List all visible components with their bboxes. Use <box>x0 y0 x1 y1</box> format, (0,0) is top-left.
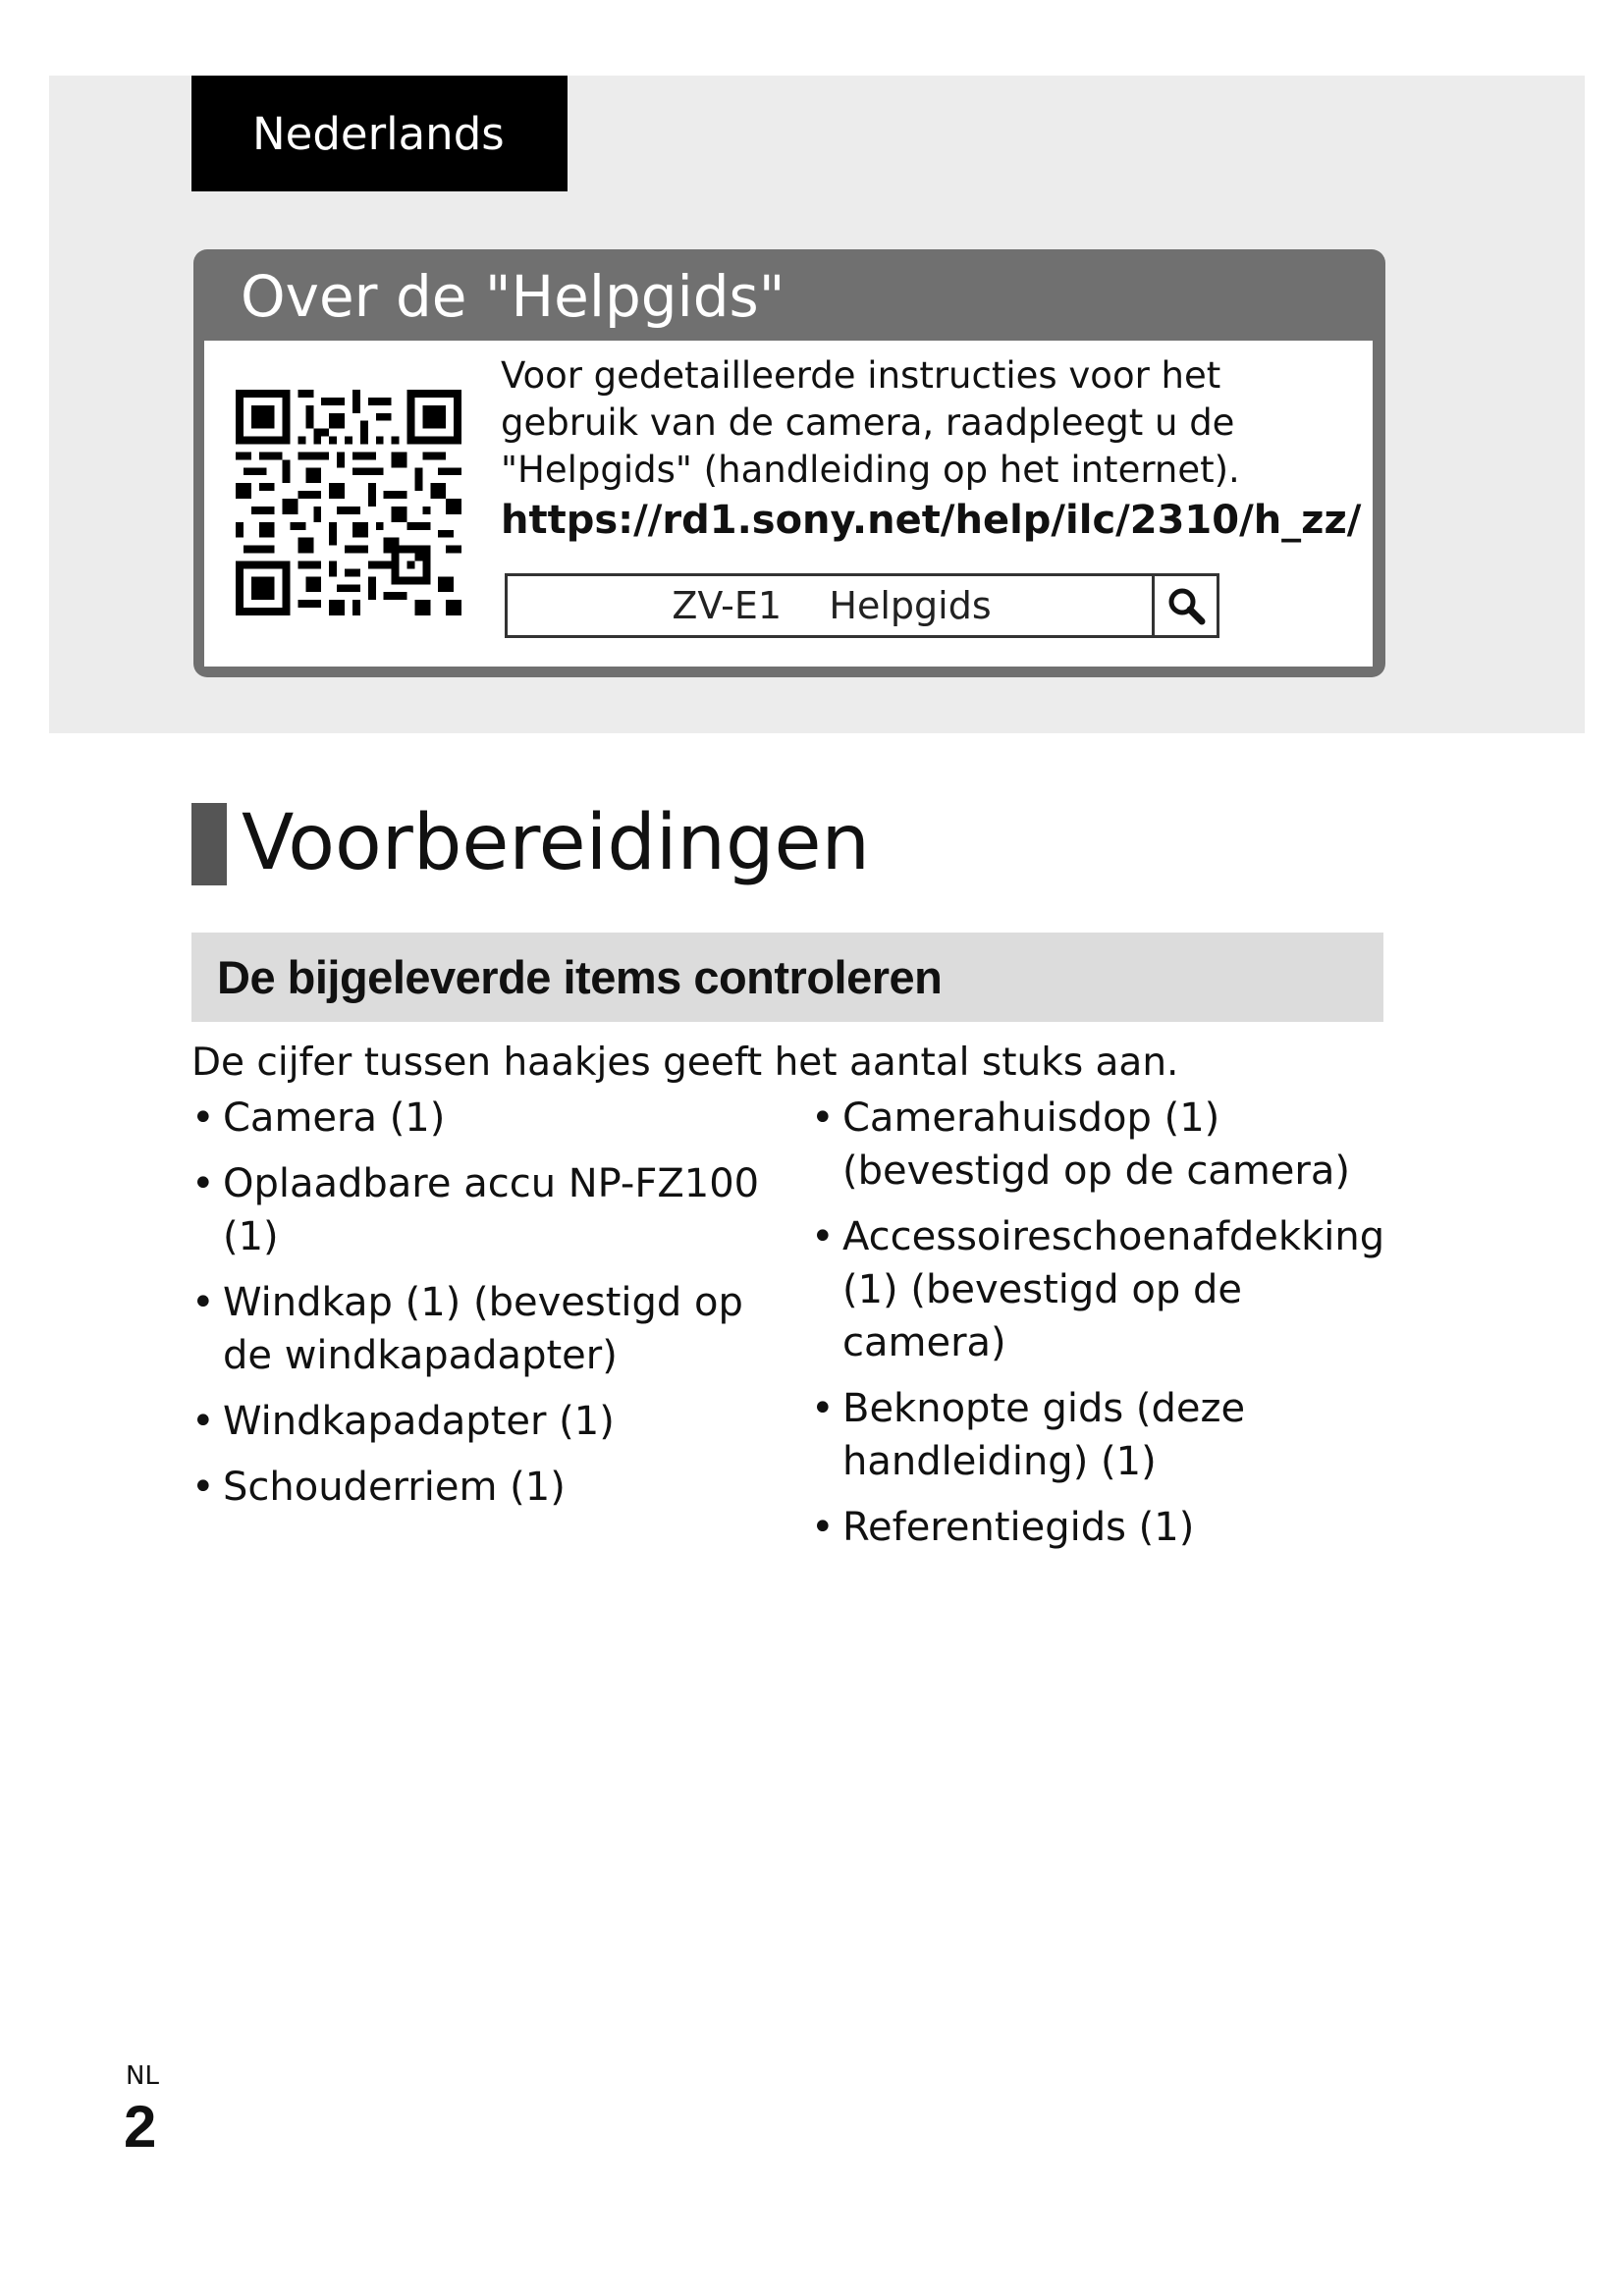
list-item: • Referentiegids (1) <box>811 1501 1400 1554</box>
help-guide-url[interactable]: https://rd1.sony.net/help/ilc/2310/h_zz/ <box>501 498 1362 543</box>
language-label: Nederlands <box>252 107 505 160</box>
list-item: • Oplaadbare accu NP-FZ100 (1) <box>191 1157 790 1263</box>
subheading: De bijgeleverde items controleren <box>217 951 943 1003</box>
list-item: • Camerahuisdop (1) (bevestigd op de camera) <box>811 1092 1400 1198</box>
list-item: • Windkapadapter (1) <box>191 1395 790 1448</box>
qr-code-icon <box>236 390 461 615</box>
list-item: • Camera (1) <box>191 1092 790 1145</box>
help-guide-box <box>193 249 1385 677</box>
page-number: 2 <box>124 2094 157 2160</box>
help-guide-search-box <box>505 573 1219 638</box>
section-marker <box>191 803 227 885</box>
supplied-items-right <box>811 1092 1400 1567</box>
list-item: • Schouderriem (1) <box>191 1461 790 1514</box>
list-item: • Beknopte gids (deze handleiding) (1) <box>811 1382 1400 1488</box>
subheading-box <box>191 933 1383 1022</box>
magnifier-icon <box>1152 576 1217 635</box>
help-guide-content <box>204 341 1373 667</box>
list-item: • Windkap (1) (bevestigd op de windkapadapter) <box>191 1276 790 1382</box>
language-tab <box>191 76 568 191</box>
intro-text: De cijfer tussen haakjes geeft het aantal stuks aan. <box>191 1041 1179 1085</box>
section-title: Voorbereidingen <box>242 799 870 887</box>
supplied-items-left <box>191 1092 790 1526</box>
help-guide-title: Over de "Helpgids" <box>241 263 785 330</box>
help-guide-search-text: ZV-E1 Helpgids <box>672 584 992 627</box>
footer-language-code: NL <box>126 2061 159 2091</box>
help-guide-description: Voor gedetailleerde instructies voor het gebruik van de camera, raadpleegt u de "Helpgids" (handleiding op het internet). <box>501 354 1240 491</box>
list-item: • Accessoireschoenafdekking (1) (bevestigd op de camera) <box>811 1210 1400 1369</box>
